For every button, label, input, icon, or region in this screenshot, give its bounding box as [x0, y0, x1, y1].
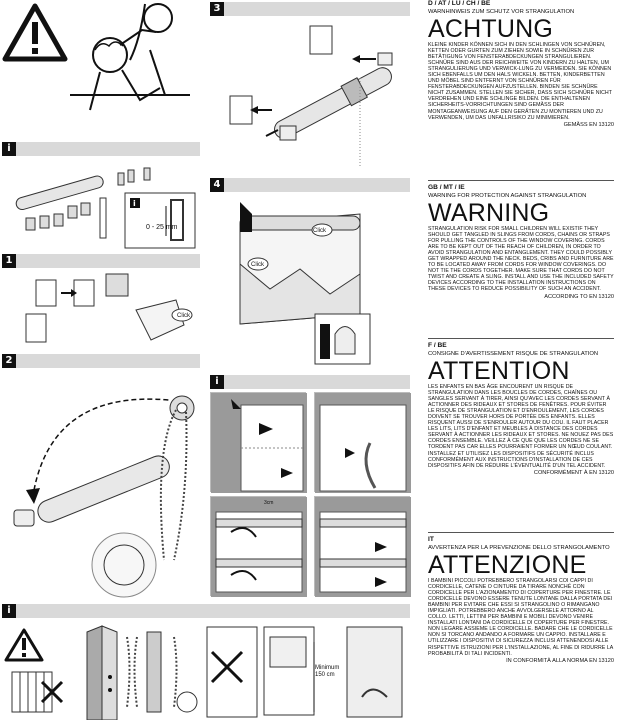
warning-text-column: [428, 0, 614, 720]
child-cord-illustration: [70, 0, 200, 135]
section-body: I BAMBINI PICCOLI POTREBBERO STRANGOLARSI COI CAPPI DI CORDICELLE, CATENE O CINTURE DA TIRARE NONCHÉ CON CORDICELLE PER L'AZIONAMENTO DI COPERTURE PER FINESTRE. LE CORDICELLE DEVONO ESSERE TENUTE LONTANE DALLA PORTATA DEI BAMBINI PER EVITARE CHE ESSI SI STRANGOLINO O RIMANGANO IMPIGLIATI. POTREBBERO ANCHE AVVOLGERSELE ATTORNO AL COLLO. LETTI, LETTINI PER BAMBINI E MOBILI DEVONO VENIRE INSTALLATI LONTANI DA CORDICELLE DI COPERTURE PER FINESTRE. NON LEGARE ASSIEME LE CORDICELLE. BADARE CHE LE CORDICELLE NON SI TORCANO ANDANDO A FORMARE UN CAPPIO. INSTALLARE E UTILIZZARE I DISPOSITIVI DI SICUREZZA INCLUSI ATTENENDOSI ALLE RISPETTIVE ISTRUZIONI PER L'INSTALLAZIONE, AL FINE DI RIDURRE LA PROBABILITÀ DI TALI INCIDENTI.: [428, 578, 614, 657]
info-panel-a: [210, 392, 306, 492]
divider: [428, 180, 614, 181]
section-headline: ATTENZIONE: [428, 551, 587, 579]
section-de: [428, 0, 614, 129]
section-standard: ACCORDING TO EN 13120: [544, 293, 614, 300]
gap-label: 0 - 25 mm: [146, 224, 178, 231]
info-icon: i: [210, 375, 224, 389]
step-number: 2: [2, 354, 16, 368]
step-3-illustration: [210, 18, 410, 173]
info-icon: i: [2, 142, 16, 156]
step-number: 4: [210, 178, 224, 192]
step-2-illustration: [4, 370, 209, 602]
section-code: D / AT / LU / CH / BE: [428, 0, 491, 7]
click-label-1: Click: [313, 228, 326, 234]
click-label-2: Click: [251, 262, 264, 268]
info-bar-1: [2, 142, 200, 156]
section-it: [428, 536, 614, 665]
step-bar-2: [2, 354, 200, 368]
step-4-illustration: [210, 194, 410, 369]
section-subtitle: WARNING FOR PROTECTION AGAINST STRANGULATION: [428, 193, 587, 199]
section-headline: ACHTUNG: [428, 15, 554, 43]
info-panel-c: [210, 496, 306, 596]
svg-text:i: i: [133, 199, 136, 208]
info-bar-2: [210, 375, 410, 389]
min-height-label: Minimum 150 cm: [315, 665, 340, 678]
tape-label: 3cm: [264, 500, 274, 506]
section-body: LES ENFANTS EN BAS ÂGE ENCOURENT UN RISQUE DE STRANGULATION DANS LES BOUCLES DE CORDES, CHAÎNES OU SANGLES SERVANT À TIRER, AINSI QU'AVEC LES CORDES SERVANT À ACTIONNER DES RIDEAUX ET STORES DE FENÊTRES. POUR ÉVITER LE RISQUE DE STRANGULATION ET D'ENROULEMENT, LES CORDES DOIVENT SE TROUVER HORS DE PORTÉE DES ENFANTS. ELLES RISQUENT AUSSI DE S'ENROULER AUTOUR DU COU. IL FAUT PLACER LES LITS, LITS D'ENFANT ET MEUBLES À DISTANCE DES CORDES SERVANT À ACTIONNER LES RIDEAUX ET STORES. NE NOUEZ PAS DES CORDES ENSEMBLE. VEILLEZ À CE QUE QUE LES CORDES NE SE TORDENT PAS CAR ELLES POURRAIENT FORMER UN NŒUD COULANT. INSTALLEZ ET UTILISEZ LES DISPOSITIFS DE SÉCURITÉ INCLUS CONFORMÉMENT AUX INSTRUCTIONS D'INSTALLATION DE CES DISPOSITIFS AFIN DE RÉDUIRE L'ÉVENTUALITÉ D'UN TEL ACCIDENT.: [428, 384, 614, 469]
info-bar-3: [2, 604, 410, 618]
divider: [428, 532, 614, 533]
section-headline: ATTENTION: [428, 357, 570, 385]
step-bar-3: [210, 2, 410, 16]
step-number: 3: [210, 2, 224, 16]
section-code: IT: [428, 536, 434, 543]
section-standard: GEMÄSS EN 13120: [563, 121, 614, 128]
section-gb: [428, 184, 614, 301]
divider: [428, 338, 614, 339]
section-headline: WARNING: [428, 199, 550, 227]
step-1-illustration: [6, 270, 201, 348]
click-label-3: Click: [177, 313, 190, 319]
info-panel-b: [314, 392, 410, 492]
section-body: STRANGULATION RISK FOR SMALL CHILDREN WILL EXISTIF THEY SHOULD GET TANGLED IN SLINGS FROM CORDS, CHAINS OR STRAPS FOR PULLING THE CONTROLS OF THE WINDOW COVERING. CORDS ARE TO BE KEPT OUT OF THE REACH OF CHILDREN, IN ORDER TO AVOID STRANGULATION AND ENTANGLEMENT. THEY COULD POSSIBLY GET WRAPPED AROUND THE NECK. BEDS, CRIBS AND FURNITURE ARE TO BE LOCATED AWAY FROM CORDS FOR WINDOW COVERINGS. DO NOT TIE THE CORDS TOGETHER. MAKE SURE THAT CORDS DO NOT TWIST AND CREATE A SLING. INSTALL AND USE THE INCLUDED SAFETY DEVICES ACCORDING TO THE INSTALLATION INSTRUCTIONS ON THESE DEVICES TO REDUCE POSSIBILITY OF SUCH AN ACCIDENT.: [428, 226, 614, 293]
safety-illustration-row: [2, 622, 412, 720]
step-bar-1: [2, 254, 200, 268]
section-fr: [428, 342, 614, 477]
section-subtitle: WARNHINWEIS ZUM SCHUTZ VOR STRANGULATION: [428, 9, 575, 15]
section-subtitle: CONSIGNE D'AVERTISSEMENT RISQUE DE STRANGULATION: [428, 351, 599, 357]
section-code: F / BE: [428, 342, 447, 349]
info-icon: i: [2, 604, 16, 618]
parts-overview-illustration: [6, 158, 201, 250]
section-subtitle: AVVERTENZA PER LA PREVENZIONE DELLO STRANGOLAMENTO: [428, 545, 610, 551]
section-standard: CONFORMÉMENT À EN 13120: [533, 469, 614, 476]
info-panel-d: [314, 496, 410, 596]
step-number: 1: [2, 254, 16, 268]
section-body: KLEINE KINDER KÖNNEN SICH IN DEN SCHLINGEN VON SCHNÜREN, KETTEN ODER GURTEN ZUM ZIEHEN SOWIE IN SCHNÜREN ZUR BETÄTIGUNG VON FENSTERABDECKUNGEN STRANGULIEREN. SCHNÜRE SIND AUS DER REICHWEITE VON KINDERN ZU HALTEN, UM STRANGULIERUNG UND VERWICK-LUNG ZU VERMEIDEN. SIE KÖNNEN SICH EBENFALLS UM DEN HALS WICKELN. BETTEN, KINDERBETTEN UND MÖBEL SIND ENTFERNT VON SCHNÜREN FÜR FENSTERABDECKUNGEN AUFZUSTELLEN. BINDEN SIE SCHNÜRE NICHT ZUSAMMEN. STELLEN SIE SICHER, DASS SICH SCHNÜRE NICHT VERDREHEN UND EINE SCHLINGE BILDEN. DIE ENTHALTENEN SICHERHEITS-VORRICHTUNGEN SIND GEMÄSS DER MONTAGEANWEISUNG AUF DEN GERÄTEN ZU MONTIEREN UND ZU VERWENDEN, UM DAS UNFALLRISIKO ZU MINIMIEREN.: [428, 42, 612, 121]
warning-triangle-icon: [2, 2, 68, 62]
section-code: GB / MT / IE: [428, 184, 465, 191]
step-bar-4: [210, 178, 410, 192]
section-standard: IN CONFORMITÀ ALLA NORMA EN 13120: [506, 657, 614, 664]
